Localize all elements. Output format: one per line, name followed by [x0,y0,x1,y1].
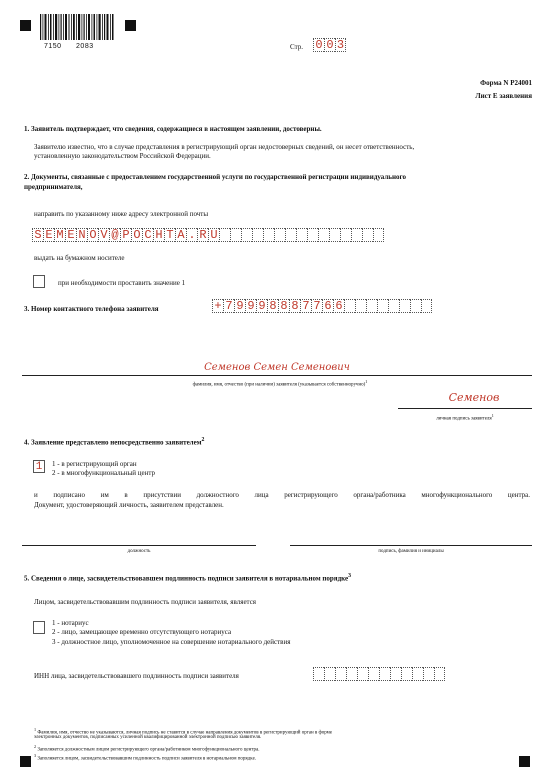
inn-char-cell [335,667,346,681]
email-char-cell [263,228,274,242]
inn-char-cell [379,667,390,681]
email-char-cell [230,228,241,242]
email-char-cell: H [153,228,164,242]
page-digit: 0 [313,38,324,52]
email-char-cell: C [142,228,153,242]
inn-char-cell [390,667,401,681]
signature-line [398,408,532,409]
phone-char-cell [399,299,410,313]
corner-marker-top-left [20,20,31,31]
official-sign-caption: подпись, фамилия и инициалы [378,549,444,554]
form-title: Форма N Р24001 [480,79,532,87]
email-char-cell: A [175,228,186,242]
phone-char-cell [410,299,421,313]
position-line [22,545,256,546]
phone-char-cell: 6 [322,299,333,313]
email-char-cell: E [43,228,54,242]
phone-char-cell: 6 [333,299,344,313]
email-field[interactable] [32,228,384,242]
inn-field[interactable] [313,667,445,681]
phone-field[interactable] [212,299,432,313]
page-digit: 3 [336,38,345,52]
phone-char-cell [355,299,366,313]
barcode [38,14,116,40]
phone-char-cell: 7 [311,299,322,313]
email-char-cell: V [98,228,109,242]
page-number-cells [313,38,346,52]
section-3-title: 3. Номер контактного телефона заявителя [24,305,159,313]
phone-char-cell [388,299,399,313]
email-char-cell: U [208,228,219,242]
footnote-1-cont: электронных документов, подписанных усиленной квалифицированной электронной подписью заявителя. [34,735,262,740]
email-char-cell [318,228,329,242]
section-4-text-1: и подписано им в присутствии должностного лица регистрирующего органа/работника многофункционального центра. [34,491,530,499]
footnote-2: $^2$ Заполняется должностным лицом регистрирующего органа/работником многофункционального центра. [34,744,260,753]
email-char-cell: . [186,228,197,242]
phone-char-cell [421,299,432,313]
email-char-cell: S [32,228,43,242]
section-1-text-1: Заявителю известно, что в случае представления в регистрирующий орган недостоверных сведений, он несет ответственность, [34,143,415,151]
footnote-3: $^3$ Заполняется лицом, засвидетельствовавшим подлинность подписи заявителя в нотариальном порядке. [34,753,257,762]
section-4-text-2: Документ, удостоверяющий личность, заявителем представлен. [34,501,224,509]
notary-option-2: 2 - лицо, замещающее временно отсутствующего нотариуса [52,628,232,636]
inn-char-cell [313,667,324,681]
section-1-title: 1. Заявитель подтверждает, что сведения, содержащиеся в настоящем заявлении, достоверны. [24,125,322,133]
barcode-number: 7150 2083 [44,43,94,50]
email-char-cell: T [164,228,175,242]
phone-char-cell: 9 [256,299,267,313]
email-char-cell: O [87,228,98,242]
notary-option-1: 1 - нотариус [52,619,89,627]
phone-char-cell: 7 [223,299,234,313]
phone-char-cell: 8 [278,299,289,313]
official-sign-line [290,545,532,546]
corner-marker-bottom-left [20,756,31,767]
paper-hint: при необходимости проставить значение 1 [58,279,186,287]
email-char-cell [296,228,307,242]
inn-label: ИНН лица, засвидетельствовавшего подлинность подписи заявителя [34,672,239,680]
form-subtitle: Лист Е заявления [475,92,532,100]
email-char-cell: @ [109,228,120,242]
fullname-caption: фамилия, имя, отчество (при наличии) заявителя (указывается собственноручно)$^1$ [192,379,368,388]
fullname-handwritten: Семенов Семен Семенович [204,362,350,373]
email-char-cell [285,228,296,242]
section-5-title: 5. Сведения о лице, засвидетельствовавшем подлинность подписи заявителя в нотариальном порядке$^3$ [24,573,352,583]
corner-marker-bottom-right [519,756,530,767]
email-char-cell [340,228,351,242]
notary-type-box[interactable] [33,621,45,634]
email-char-cell: M [54,228,65,242]
email-char-cell [307,228,318,242]
phone-char-cell [366,299,377,313]
fullname-line [22,375,532,376]
signature-handwritten: Семенов [448,391,500,404]
inn-char-cell [357,667,368,681]
phone-char-cell [377,299,388,313]
page-label: Стр. [290,43,303,51]
position-caption: должность [127,549,151,554]
inn-char-cell [368,667,379,681]
footnote-1: $^1$ Фамилия, имя, отчество не указываются, личная подпись не ставится в случае направления документов в регистрирующий орган в форме [34,727,333,736]
section-2-title-2: предпринимателя, [24,183,83,191]
email-char-cell: O [131,228,142,242]
email-char-cell [329,228,340,242]
phone-char-cell: + [212,299,223,313]
signature-caption: личная подпись заявителя$^1$ [436,413,494,422]
submission-option-2: 2 - в многофункциональный центр [52,469,156,477]
email-char-cell [219,228,230,242]
phone-char-cell: 8 [289,299,300,313]
submission-method-box[interactable]: 1 [33,460,45,473]
email-char-cell [351,228,362,242]
section-1-text-2: установленную законодательством Российской Федерации. [34,152,211,160]
email-char-cell: R [197,228,208,242]
section-2-title-1: 2. Документы, связанные с предоставлением государственной услуги по государственной регистрации индивидуального [24,173,407,181]
section-5-lead: Лицом, засвидетельствовавшим подлинность подписи заявителя, является [34,598,257,606]
inn-char-cell [401,667,412,681]
email-char-cell: E [65,228,76,242]
email-char-cell [274,228,285,242]
corner-marker-top-right [125,20,136,31]
phone-char-cell [344,299,355,313]
page-digit: 0 [324,38,335,52]
section-4-title: 4. Заявление представлено непосредственно заявителем$^2$ [24,437,205,447]
submission-option-1: 1 - в регистрирующий орган [52,460,137,468]
inn-char-cell [412,667,423,681]
notary-option-3: 3 - должностное лицо, уполномоченное на совершение нотариального действия [52,638,291,646]
email-char-cell [373,228,384,242]
phone-char-cell: 9 [245,299,256,313]
paper-label: выдать на бумажном носителе [34,254,125,262]
email-char-cell [362,228,373,242]
email-char-cell [252,228,263,242]
phone-char-cell: 8 [267,299,278,313]
phone-char-cell: 7 [300,299,311,313]
email-char-cell: N [76,228,87,242]
paper-checkbox[interactable] [33,275,45,288]
inn-char-cell [423,667,434,681]
email-char-cell [241,228,252,242]
inn-char-cell [434,667,445,681]
inn-char-cell [324,667,335,681]
phone-char-cell: 9 [234,299,245,313]
email-label: направить по указанному ниже адресу электронной почты [34,210,209,218]
email-char-cell: P [120,228,131,242]
inn-char-cell [346,667,357,681]
